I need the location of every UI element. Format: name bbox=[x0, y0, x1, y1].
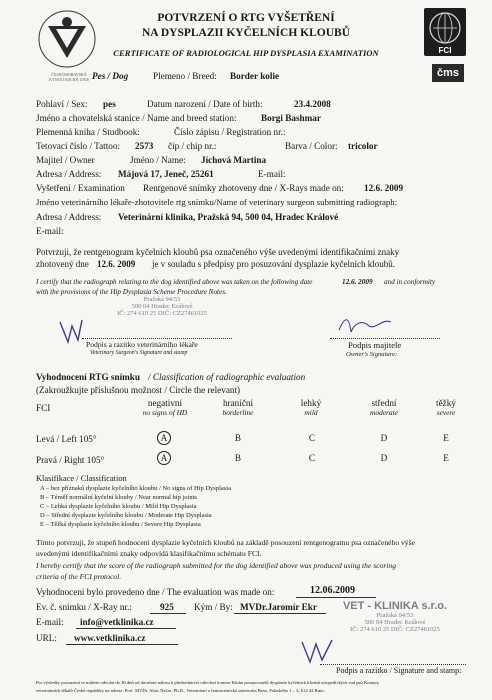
score-en-line1: I hereby certify that the score of the radiograph submitted for the dog identified above was produced using the scoring bbox=[36, 561, 397, 570]
evaluator-signature bbox=[298, 636, 338, 666]
col-negative-cz: negativní bbox=[147, 398, 183, 408]
row-right-grade-d: D bbox=[380, 453, 388, 463]
dob-label: Datum narození / Date of birth: bbox=[147, 99, 263, 109]
xray-made-label: Rentgenové snímky zhotoveny dne / X-Rays made on: bbox=[143, 183, 344, 193]
xray-made-date: 12.6. 2009 bbox=[364, 183, 404, 193]
row-left-grade-e: E bbox=[443, 433, 449, 443]
owner-address-value: Májová 17, Jeneč, 25261 bbox=[118, 169, 214, 179]
owner-name-label: Jméno / Name: bbox=[130, 155, 186, 165]
col-mild-en: mild bbox=[304, 408, 318, 417]
regno-label: Číslo zápisu / Registration nr.: bbox=[174, 127, 286, 137]
title-cz-2: NA DYSPLAZII KYČELNÍCH KLOUBŮ bbox=[142, 27, 350, 39]
color-value: tricolor bbox=[348, 141, 378, 151]
chip-label: čip / chip nr.: bbox=[168, 141, 217, 151]
owner-sign-label: Podpis majitele bbox=[348, 340, 402, 350]
confirm-cz-line1: Potvrzuji, že rentgenogram kyčelních kloubů psa označeného výše uvedenými identifikačními znaky bbox=[36, 247, 400, 257]
title-cz: POTVRZENÍ O RTG VYŠETŘENÍ bbox=[157, 12, 335, 24]
footer-line1: Pro výsledky posouzení se můžete odvolat do 30 dnů od doručení nálezu k předsednictví odvolací komise Klubu posuzovatelů dysplazie kyčelních kloubů ortopedických vad psů Komory bbox=[36, 680, 380, 685]
vet-sign-label: Podpis a razítko veterinárního lékaře bbox=[86, 340, 198, 349]
evaluation-title-a: Vyhodnocení RTG snímku bbox=[36, 372, 141, 382]
confirm-cz-line2-b: je v souladu s předpisy pro posuzování dysplazie kyčelních kloubů. bbox=[152, 259, 395, 269]
score-cz-line2: uvedenými identifikačními znaky odpovídá klasifikačnímu schématu FCI. bbox=[36, 549, 262, 558]
evaluator-sign-line bbox=[320, 664, 466, 665]
score-email-underline bbox=[76, 628, 176, 629]
col-borderline-cz: hraniční bbox=[222, 398, 254, 408]
name-label: Jméno a chovatelská stanice / Name and breed station: bbox=[36, 113, 237, 123]
row-right-grade-a bbox=[157, 451, 171, 465]
by-value: MVDr.Jaromír Ekr bbox=[240, 602, 317, 612]
vet-name-label: Jméno veterinárního lékaře-zhotovitele rtg snímku/Name of veterinary surgeon submitting radiograph: bbox=[36, 197, 398, 207]
eval-date-label: Vyhodnocení bylo provedeno dne / The evaluation was made on: bbox=[36, 587, 275, 597]
color-label: Barva / Color: bbox=[285, 141, 338, 151]
species-label: Pes / Dog bbox=[92, 71, 129, 81]
breed-label: Plemeno / Breed: bbox=[153, 71, 217, 81]
classification-item: A – bez příznaků dysplazie kyčelního kloubu / No signs of Hip Dysplasia bbox=[40, 485, 231, 492]
row-right-grade-e: E bbox=[443, 453, 449, 463]
score-cz-line1: Tímto potvrzuji, že stupeň hodnocení dysplazie kyčelních kloubů na základě posouzení rentgenogramu psa označeného výše bbox=[36, 538, 415, 547]
col-severe-cz: těžký bbox=[436, 398, 456, 408]
owner-sign-line bbox=[330, 338, 440, 339]
row-right-grade-c: C bbox=[308, 453, 316, 463]
title-en: CERTIFICATE OF RADIOLOGICAL HIP DYSPLASIA EXAMINATION bbox=[113, 48, 379, 58]
evaluator-sign-label: Podpis a razítko / Signature and stamp: bbox=[336, 666, 462, 675]
classification-item: C – Lehká dysplazie kyčelního kloubu / Mild Hip Dysplasia bbox=[40, 503, 197, 510]
col-severe-en: severe bbox=[436, 408, 456, 417]
vet-sign-label-en: Veterinary Surgeon's Signature and stamp bbox=[90, 350, 188, 356]
clinic-stamp-line2: 500 04 Hradec Králové bbox=[364, 619, 426, 626]
vet-stamp-line3: IČ: 274 610 25 DIČ: CZ27461025 bbox=[117, 310, 207, 317]
score-url-underline bbox=[66, 644, 178, 645]
col-moderate bbox=[356, 398, 412, 417]
col-borderline bbox=[208, 398, 268, 417]
by-label: Kým / By: bbox=[194, 602, 233, 612]
owner-label: Majitel / Owner bbox=[36, 155, 95, 165]
xray-no-label: Ev. č. snímku / X-Ray nr.: bbox=[36, 602, 132, 612]
classification-item: B – Téměř normální kyčelní klouby / Near normal hip joints bbox=[40, 494, 197, 501]
tattoo-label: Tetovací číslo / Tattoo: bbox=[36, 141, 121, 151]
dob-value: 23.4.2008 bbox=[294, 99, 331, 109]
cmku-logo-text: ČESKOMORAVSKÁ KYNOLOGICKÁ UNIE bbox=[48, 72, 90, 82]
row-right-grade-b: B bbox=[234, 453, 242, 463]
name-value: Borgi Bashmar bbox=[261, 113, 321, 123]
confirm-cz-date: 12.6. 2009 bbox=[97, 259, 136, 269]
row-left-grade-b: B bbox=[234, 433, 242, 443]
eval-date-underline bbox=[296, 597, 376, 598]
fci-logo bbox=[424, 8, 466, 56]
tattoo-value: 2573 bbox=[135, 141, 154, 151]
score-email-value[interactable]: info@vetklinika.cz bbox=[80, 617, 154, 627]
fci-label: FCI bbox=[36, 403, 51, 413]
score-url-value[interactable]: www.vetklinika.cz bbox=[74, 633, 146, 643]
score-email-label: E-mail: bbox=[36, 617, 64, 627]
fci-logo-text: FCI bbox=[438, 46, 452, 55]
clinic-stamp-name: VET - KLINIKA s.r.o. bbox=[342, 600, 448, 612]
eval-date-value: 12.06.2009 bbox=[310, 585, 355, 596]
row-left-label: Levá / Left 105° bbox=[36, 434, 97, 444]
col-moderate-en: moderate bbox=[370, 408, 398, 417]
row-left-grade-d: D bbox=[380, 433, 388, 443]
vet-stamp-line2: 500 04 Hradec Králové bbox=[131, 303, 193, 310]
vet-stamp-line1: Pražská 94/53 bbox=[143, 296, 181, 303]
evaluation-circle-note: (Zakroužkujte příslušnou možnost / Circle the relevant) bbox=[36, 385, 241, 395]
classification-item: E – Těžká dysplazie kyčelního kloubu / Severe Hip Dysplasia bbox=[40, 521, 201, 528]
vet-sign-line bbox=[82, 338, 232, 339]
col-borderline-en: borderline bbox=[222, 408, 254, 417]
owner-sign-label-en: Owner's Signature: bbox=[346, 351, 398, 358]
col-severe bbox=[424, 398, 468, 417]
col-mild bbox=[286, 398, 336, 417]
col-negative bbox=[130, 398, 200, 417]
vet-address-label: Adresa / Address: bbox=[36, 212, 102, 222]
confirm-en-line1-a: I certify that the radiograph relating to the dog identified above was taken on the following date bbox=[36, 278, 313, 286]
col-negative-en: no signs of HD bbox=[142, 408, 188, 417]
owner-name-value: Jíchová Martina bbox=[201, 155, 267, 165]
selected-grade-circle: A bbox=[157, 451, 171, 465]
confirm-cz-line2-a: zhotovený dne bbox=[36, 259, 89, 269]
studbook-label: Plemenná kniha / Studbook: bbox=[36, 127, 140, 137]
confirm-en-line1-b: and in conformity bbox=[384, 278, 436, 286]
confirm-en-line2: with the provisions of the Hip Dysplasia Scheme Procedure Notes. bbox=[36, 288, 227, 296]
vet-address-value: Veterinární klinika, Pražská 94, 500 04, Hradec Králové bbox=[118, 212, 339, 222]
row-left-grade-a bbox=[157, 431, 171, 445]
score-url-label: URL: bbox=[36, 633, 57, 643]
xray-no-underline bbox=[150, 613, 186, 614]
clinic-stamp-line1: Pražská 94/53 bbox=[376, 612, 414, 619]
cmku-logo bbox=[36, 8, 98, 70]
owner-email-label: E-mail: bbox=[258, 169, 286, 179]
classification-item: D – Střední dysplazie kyčelního kloubu / Moderate Hip Dysplasia bbox=[40, 512, 212, 519]
breed-value: Border kolie bbox=[230, 71, 280, 81]
by-underline bbox=[234, 613, 326, 614]
examination-label: Vyšetření / Examination bbox=[36, 183, 125, 193]
col-moderate-cz: střední bbox=[371, 398, 397, 408]
row-left-grade-c: C bbox=[308, 433, 316, 443]
vet-email-label: E-mail: bbox=[36, 226, 64, 236]
confirm-en-date: 12.6. 2009 bbox=[342, 278, 373, 286]
owner-signature bbox=[335, 312, 395, 338]
cms-logo: čms bbox=[432, 64, 464, 82]
col-mild-cz: lehký bbox=[300, 398, 322, 408]
clinic-stamp bbox=[330, 600, 460, 633]
xray-no-value: 925 bbox=[160, 602, 174, 612]
evaluation-title-b: / Classification of radiographic evaluation bbox=[148, 372, 306, 382]
score-en-line2: criteria of the FCI protocol. bbox=[36, 572, 122, 581]
clinic-stamp-line3: IČ: 274 610 25 DIČ: CZ27461025 bbox=[350, 626, 440, 633]
sex-value: pes bbox=[103, 99, 116, 109]
selected-grade-circle: A bbox=[157, 431, 171, 445]
vet-stamp bbox=[102, 296, 222, 317]
footer-line2: veterinárních lékařů České republiky na adrese: Prof. MVDr. Alois Nečas, Ph.D., Veterinární a farmaceutická univerzita Brno, Palackého 1 – 3, 612 42 Brno. bbox=[36, 688, 325, 693]
row-right-label: Pravá / Right 105° bbox=[36, 455, 105, 465]
owner-address-label: Adresa / Address: bbox=[36, 169, 102, 179]
vet-signature bbox=[56, 316, 86, 346]
classification-title: Klasifikace / Classification bbox=[36, 474, 127, 483]
sex-label: Pohlaví / Sex: bbox=[36, 99, 88, 109]
